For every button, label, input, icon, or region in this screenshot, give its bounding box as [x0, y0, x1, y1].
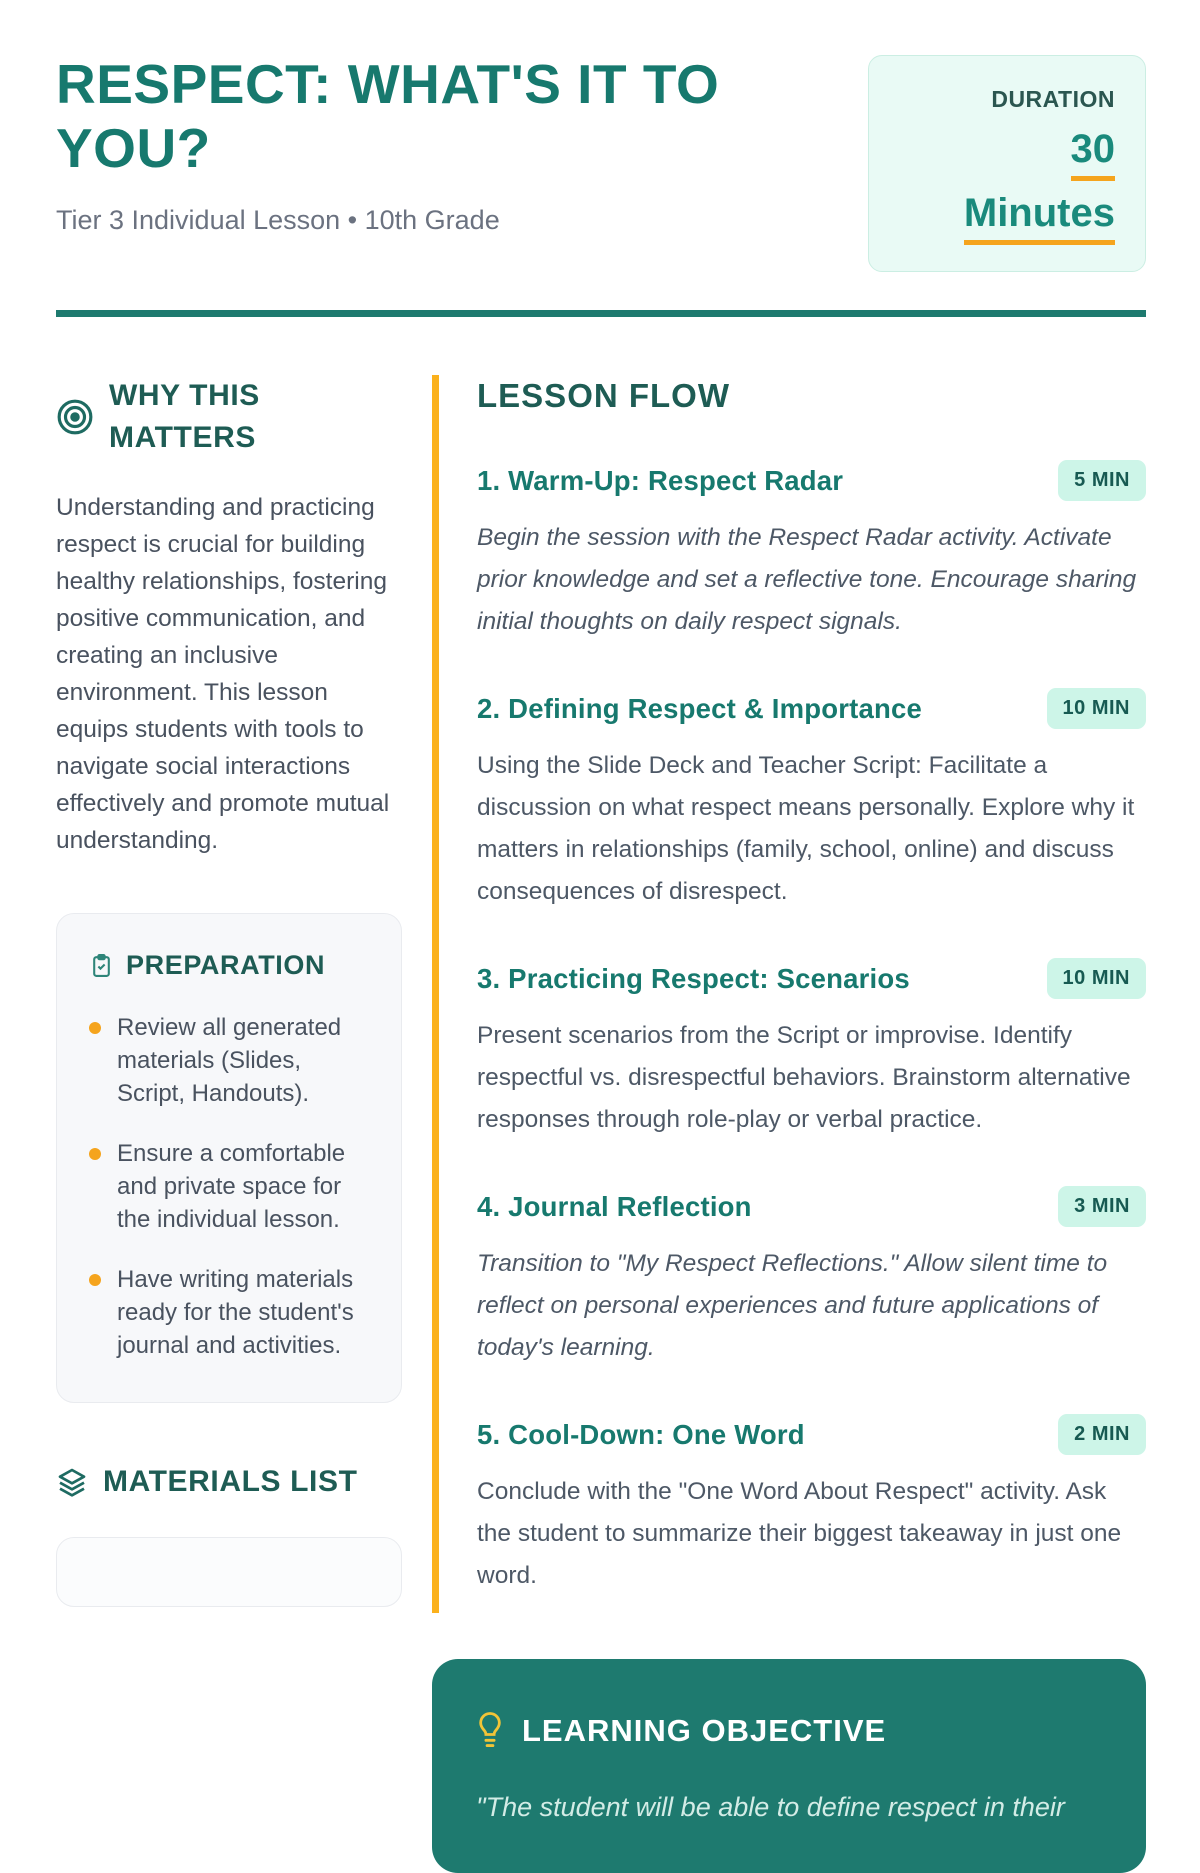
step-duration-badge: 10 MIN	[1047, 688, 1146, 729]
lesson-step	[477, 688, 1146, 913]
right-column	[432, 375, 1146, 1873]
lesson-step	[477, 460, 1146, 643]
lesson-flow-label: LESSON FLOW	[477, 377, 730, 414]
step-title: 5. Cool-Down: One Word	[477, 1418, 805, 1450]
step-title: 3. Practicing Respect: Scenarios	[477, 962, 910, 994]
duration-label: DURATION	[991, 86, 1115, 112]
why-this-matters-body: Understanding and practicing respect is crucial for building healthy relationships, fostering positive communication, and creating an inclusive environment. This lesson equips students with tools to navigate social interactions effectively and promote mutual understanding.	[56, 494, 390, 854]
header	[56, 52, 1146, 272]
preparation-item-text: Have writing materials ready for the student's journal and activities.	[117, 1266, 354, 1359]
step-description: Using the Slide Deck and Teacher Script: Facilitate a discussion on what respect means personally. Explore why it matters in relationships (family, school, online) and discuss consequences of disrespect.	[477, 752, 1135, 905]
materials-list-heading	[56, 1461, 402, 1503]
preparation-item	[89, 1263, 375, 1362]
preparation-item-text: Ensure a comfortable and private space for the individual lesson.	[117, 1140, 346, 1233]
clipboard-check-icon	[89, 953, 114, 978]
duration-value[interactable]: 30	[1071, 127, 1116, 181]
lesson-subtitle: Tier 3 Individual Lesson • 10th Grade	[56, 204, 500, 235]
lesson-step	[477, 1414, 1146, 1597]
duration-card	[868, 55, 1146, 272]
step-description: Present scenarios from the Script or improvise. Identify respectful vs. disrespectful behaviors. Brainstorm alternative responses through role-play or verbal practice.	[477, 1022, 1131, 1133]
step-title: 4. Journal Reflection	[477, 1190, 752, 1222]
preparation-item	[89, 1011, 375, 1110]
step-title: 1. Warm-Up: Respect Radar	[477, 464, 844, 496]
lesson-step	[477, 958, 1146, 1141]
learning-objective-card	[432, 1659, 1146, 1873]
bullet-dot-icon	[89, 1274, 101, 1286]
main-content	[56, 375, 1146, 1873]
lesson-steps	[477, 460, 1146, 1597]
header-divider	[56, 310, 1146, 317]
left-column	[56, 375, 402, 1873]
page-title: RESPECT: WHAT'S IT TO YOU?	[56, 53, 720, 180]
lesson-step	[477, 1186, 1146, 1369]
step-duration-badge: 2 MIN	[1058, 1414, 1146, 1455]
step-duration-badge: 10 MIN	[1047, 958, 1146, 999]
materials-card	[56, 1537, 402, 1607]
duration-unit[interactable]: Minutes	[964, 191, 1115, 245]
why-this-matters-label: WHY THIS MATTERS	[109, 379, 260, 454]
step-duration-badge: 5 MIN	[1058, 460, 1146, 501]
preparation-card	[56, 913, 402, 1403]
step-description: Conclude with the "One Word About Respect" activity. Ask the student to summarize their biggest takeaway in just one word.	[477, 1478, 1122, 1589]
step-description: Begin the session with the Respect Radar activity. Activate prior knowledge and set a reflective tone. Encourage sharing initial thoughts on daily respect signals.	[477, 524, 1137, 635]
bullet-dot-icon	[89, 1148, 101, 1160]
learning-objective-heading	[476, 1711, 1102, 1751]
layers-icon	[56, 1466, 88, 1498]
lightbulb-icon	[476, 1711, 504, 1751]
preparation-label: PREPARATION	[126, 950, 326, 980]
step-description: Transition to "My Respect Reflections." Allow silent time to reflect on personal experiences and future applications of today's learning.	[477, 1250, 1108, 1361]
lesson-flow-section	[432, 375, 1146, 1613]
preparation-item	[89, 1137, 375, 1236]
learning-objective-text: "The student will be able to define respect in their	[476, 1792, 1065, 1822]
step-title: 2. Defining Respect & Importance	[477, 692, 922, 724]
why-this-matters-heading	[56, 375, 402, 459]
preparation-list	[89, 1011, 375, 1362]
learning-objective-label: LEARNING OBJECTIVE	[522, 1713, 887, 1748]
bullet-dot-icon	[89, 1022, 101, 1034]
target-icon	[56, 398, 94, 436]
step-duration-badge: 3 MIN	[1058, 1186, 1146, 1227]
materials-list-label: MATERIALS LIST	[103, 1465, 358, 1498]
preparation-heading	[89, 950, 375, 981]
preparation-item-text: Review all generated materials (Slides, Script, Handouts).	[117, 1014, 342, 1107]
title-block	[56, 52, 836, 236]
